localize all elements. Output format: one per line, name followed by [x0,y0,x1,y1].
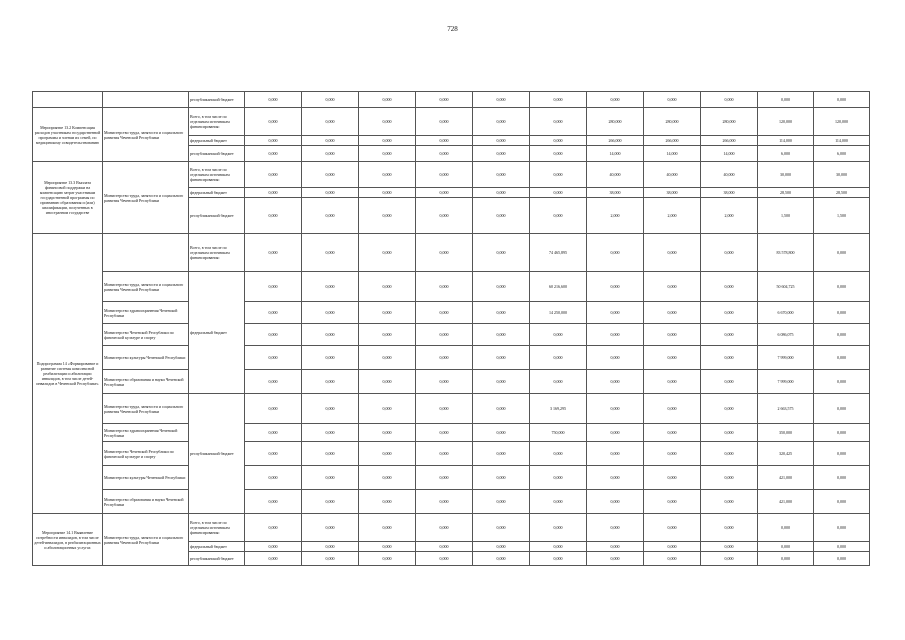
amount-cell: 0,000 [359,324,416,346]
amount-cell: 2,000 [587,198,644,234]
amount-cell: 0,000 [530,324,587,346]
table-row [33,324,870,346]
amount-cell: 0,000 [416,394,473,424]
amount-cell: 38,000 [644,188,701,198]
event-name-cell: Мероприятие 14.1 Выявление потребности инвалидов, в том числе детей-инвалидов, в реабилитационных и абилитационных услугах [33,514,103,566]
amount-cell: 421,000 [758,466,814,490]
amount-cell: 0,000 [416,346,473,370]
amount-cell: 0,000 [359,162,416,188]
amount-cell: 0,000 [302,542,359,552]
amount-cell: 0,000 [245,324,302,346]
amount-cell: 0,000 [302,92,359,108]
amount-cell: 421,000 [758,490,814,514]
amount-cell: 0,000 [359,146,416,162]
table-row [33,108,870,136]
amount-cell: 0,000 [814,542,870,552]
executor-cell: Министерство труда, занятости и социального развития Чеченской Республики [103,394,189,424]
amount-cell: 114,000 [758,136,814,146]
amount-cell: 0,000 [814,490,870,514]
amount-cell: 0,000 [245,108,302,136]
amount-cell: 0,000 [416,302,473,324]
funding-source-cell: республиканский бюджет [189,394,245,514]
amount-cell: 6 086,075 [758,324,814,346]
amount-cell: 0,000 [644,490,701,514]
amount-cell: 0,000 [587,552,644,566]
amount-cell: 0,000 [416,146,473,162]
table-row [33,424,870,442]
amount-cell: 0,000 [644,542,701,552]
table-row [33,514,870,542]
amount-cell: 266,000 [587,136,644,146]
amount-cell: 280,000 [587,108,644,136]
amount-cell: 0,000 [701,490,758,514]
executor-cell: Министерство Чеченской Республики по физической культуре и спорту [103,324,189,346]
amount-cell: 0,000 [416,542,473,552]
amount-cell: 0,000 [302,146,359,162]
amount-cell: 0,000 [701,394,758,424]
amount-cell: 14,000 [587,146,644,162]
funding-source-cell: Всего, в том числе по отдельным источникам финансирования: [189,234,245,272]
amount-cell: 83 578,800 [758,234,814,272]
table-row [33,394,870,424]
amount-cell: 0,000 [587,302,644,324]
amount-cell: 0,000 [530,146,587,162]
amount-cell: 0,000 [644,514,701,542]
amount-cell: 0,000 [644,442,701,466]
amount-cell: 0,000 [245,424,302,442]
amount-cell: 0,000 [359,466,416,490]
amount-cell: 30,000 [758,162,814,188]
table-row [33,234,870,272]
amount-cell: 0,000 [245,466,302,490]
amount-cell: 0,000 [814,272,870,302]
amount-cell: 120,000 [814,108,870,136]
amount-cell: 0,000 [302,234,359,272]
amount-cell: 0,000 [644,272,701,302]
amount-cell: 0,000 [245,514,302,542]
amount-cell: 2,000 [644,198,701,234]
amount-cell: 0,000 [587,466,644,490]
amount-cell: 0,000 [644,466,701,490]
amount-cell: 0,000 [473,490,530,514]
amount-cell: 14,000 [644,146,701,162]
amount-cell: 40,000 [644,162,701,188]
amount-cell: 0,000 [416,198,473,234]
amount-cell: 0,000 [587,370,644,394]
amount-cell: 0,000 [701,92,758,108]
amount-cell: 0,000 [245,198,302,234]
table-row [33,162,870,188]
amount-cell: 0,000 [587,442,644,466]
amount-cell: 6,000 [758,146,814,162]
amount-cell: 0,000 [473,552,530,566]
amount-cell: 0,000 [644,370,701,394]
amount-cell: 0,000 [814,424,870,442]
amount-cell: 0,000 [530,162,587,188]
amount-cell: 0,000 [701,324,758,346]
amount-cell: 0,000 [644,324,701,346]
amount-cell: 0,000 [302,272,359,302]
funding-source-cell: Всего, в том числе по отдельным источникам финансирования: [189,162,245,188]
amount-cell: 0,000 [587,234,644,272]
funding-source-cell: Всего, в том числе по отдельным источникам финансирования: [189,514,245,542]
amount-cell: 0,000 [359,272,416,302]
amount-cell: 0,000 [530,198,587,234]
amount-cell: 0,000 [587,424,644,442]
amount-cell: 0,000 [758,92,814,108]
amount-cell: 0,000 [359,394,416,424]
amount-cell: 0,000 [473,324,530,346]
amount-cell: 280,000 [644,108,701,136]
amount-cell: 0,000 [644,234,701,272]
amount-cell: 0,000 [530,188,587,198]
amount-cell: 0,000 [302,198,359,234]
amount-cell: 320,425 [758,442,814,466]
amount-cell: 0,000 [644,302,701,324]
amount-cell: 6 670,000 [758,302,814,324]
executor-cell: Министерство здравоохранения Чеченской Республики [103,302,189,324]
amount-cell: 0,000 [530,370,587,394]
amount-cell: 0,000 [416,370,473,394]
amount-cell: 0,000 [245,92,302,108]
amount-cell: 0,000 [302,442,359,466]
table-row [33,490,870,514]
amount-cell: 0,000 [416,234,473,272]
amount-cell: 0,000 [701,514,758,542]
executor-cell: Министерство Чеченской Республики по физической культуре и спорту [103,442,189,466]
amount-cell: 74 465,895 [530,234,587,272]
amount-cell: 0,000 [473,136,530,146]
amount-cell: 0,000 [701,346,758,370]
amount-cell: 0,000 [302,324,359,346]
amount-cell: 0,000 [359,514,416,542]
amount-cell: 14,000 [701,146,758,162]
amount-cell: 0,000 [302,136,359,146]
amount-cell: 6,000 [814,146,870,162]
funding-source-cell: федеральный бюджет [189,272,245,394]
amount-cell: 0,000 [814,92,870,108]
amount-cell: 0,000 [814,514,870,542]
amount-cell: 0,000 [245,162,302,188]
amount-cell: 0,000 [416,324,473,346]
amount-cell: 0,000 [530,92,587,108]
amount-cell: 0,000 [473,370,530,394]
amount-cell: 0,000 [302,162,359,188]
amount-cell: 0,000 [245,272,302,302]
amount-cell: 0,000 [302,552,359,566]
amount-cell: 0,000 [245,542,302,552]
amount-cell: 0,000 [245,370,302,394]
amount-cell: 1,500 [814,198,870,234]
amount-cell: 0,000 [473,272,530,302]
table-row [33,272,870,302]
amount-cell: 0,000 [530,136,587,146]
amount-cell: 750,000 [530,424,587,442]
amount-cell: 0,000 [473,92,530,108]
amount-cell: 0,000 [473,108,530,136]
budget-table-body [33,92,870,566]
amount-cell: 0,000 [359,370,416,394]
amount-cell: 0,000 [416,188,473,198]
amount-cell: 0,000 [359,108,416,136]
amount-cell: 38,000 [587,188,644,198]
amount-cell: 0,000 [587,514,644,542]
amount-cell: 0,000 [701,234,758,272]
executor-cell: Министерство культуры Чеченской Республики [103,346,189,370]
executor-cell [103,92,189,108]
amount-cell: 0,000 [814,370,870,394]
amount-cell: 0,000 [416,136,473,146]
amount-cell: 40,000 [587,162,644,188]
amount-cell: 0,000 [473,234,530,272]
amount-cell: 28,500 [758,188,814,198]
amount-cell: 0,000 [359,346,416,370]
executor-cell [103,234,189,272]
amount-cell: 0,000 [359,424,416,442]
amount-cell: 0,000 [530,552,587,566]
amount-cell: 0,000 [473,188,530,198]
executor-cell: Министерство культуры Чеченской Республики [103,466,189,490]
table-row [33,346,870,370]
amount-cell: 0,000 [587,92,644,108]
amount-cell: 0,000 [701,424,758,442]
amount-cell: 0,000 [302,188,359,198]
amount-cell: 0,000 [473,542,530,552]
amount-cell: 0,000 [245,146,302,162]
amount-cell: 7 999,000 [758,370,814,394]
table-row [33,302,870,324]
amount-cell: 0,000 [473,198,530,234]
event-name-cell [33,92,103,108]
amount-cell: 0,000 [302,424,359,442]
amount-cell: 0,000 [302,302,359,324]
amount-cell: 0,000 [814,394,870,424]
amount-cell: 0,000 [473,514,530,542]
amount-cell: 60 216,600 [530,272,587,302]
amount-cell: 0,000 [701,466,758,490]
amount-cell: 0,000 [416,108,473,136]
amount-cell: 0,000 [587,542,644,552]
amount-cell: 0,000 [644,346,701,370]
amount-cell: 0,000 [416,466,473,490]
amount-cell: 0,000 [814,346,870,370]
funding-source-cell: республиканский бюджет [189,552,245,566]
funding-source-cell: Всего, в том числе по отдельным источникам финансирования: [189,108,245,136]
amount-cell: 114,000 [814,136,870,146]
amount-cell: 0,000 [644,92,701,108]
amount-cell: 0,000 [587,490,644,514]
amount-cell: 0,000 [530,346,587,370]
amount-cell: 2 663,575 [758,394,814,424]
amount-cell: 0,000 [416,552,473,566]
table-row [33,370,870,394]
funding-source-cell: федеральный бюджет [189,188,245,198]
amount-cell: 0,000 [245,136,302,146]
amount-cell: 266,000 [644,136,701,146]
amount-cell: 2,000 [701,198,758,234]
amount-cell: 0,000 [245,302,302,324]
amount-cell: 0,000 [245,490,302,514]
amount-cell: 50 604,725 [758,272,814,302]
amount-cell: 0,000 [359,234,416,272]
amount-cell: 30,000 [814,162,870,188]
amount-cell: 0,000 [473,302,530,324]
amount-cell: 0,000 [473,394,530,424]
amount-cell: 0,000 [814,442,870,466]
amount-cell: 14 250,000 [530,302,587,324]
amount-cell: 0,000 [758,542,814,552]
table-row [33,92,870,108]
amount-cell: 0,000 [302,370,359,394]
event-name-cell: Мероприятие 13.2 Компенсация расходов участникам государственной программы и членам их семей, по медицинскому освидетельствованию [33,108,103,162]
amount-cell: 0,000 [302,108,359,136]
amount-cell: 0,000 [359,136,416,146]
amount-cell: 0,000 [701,272,758,302]
executor-cell: Министерство образования и науки Чеченской Республики [103,370,189,394]
amount-cell: 0,000 [814,324,870,346]
amount-cell: 0,000 [473,442,530,466]
amount-cell: 0,000 [359,188,416,198]
event-name-cell: Мероприятие 13.3 Выплата финансовой поддержки на компенсацию затрат участникам государственной программы по признанию образования и (или) квалификации, полученных в иностранном государстве [33,162,103,234]
budget-table [32,91,870,566]
amount-cell: 0,000 [587,272,644,302]
funding-source-cell: республиканский бюджет [189,146,245,162]
amount-cell: 1,500 [758,198,814,234]
amount-cell: 0,000 [701,542,758,552]
executor-cell: Министерство труда, занятости и социального развития Чеченской Республики [103,514,189,566]
amount-cell: 266,000 [701,136,758,146]
amount-cell: 0,000 [701,442,758,466]
amount-cell: 0,000 [245,552,302,566]
funding-source-cell: республиканский бюджет [189,92,245,108]
funding-source-cell: республиканский бюджет [189,198,245,234]
amount-cell: 0,000 [530,514,587,542]
amount-cell: 120,000 [758,108,814,136]
amount-cell: 0,000 [416,92,473,108]
amount-cell: 0,000 [473,424,530,442]
amount-cell: 0,000 [416,490,473,514]
amount-cell: 0,000 [530,466,587,490]
amount-cell: 0,000 [644,394,701,424]
amount-cell: 0,000 [814,302,870,324]
executor-cell: Министерство труда, занятости и социального развития Чеченской Республики [103,162,189,234]
amount-cell: 0,000 [302,394,359,424]
event-name-cell: Подпрограмма 14 «Формирование и развитие системы комплексной реабилитации и абилитации инвалидов, в том числе детей-инвалидов в Чеченской Республике» [33,234,103,514]
amount-cell: 3 169,295 [530,394,587,424]
executor-cell: Министерство здравоохранения Чеченской Республики [103,424,189,442]
amount-cell: 0,000 [644,552,701,566]
table-row [33,442,870,466]
amount-cell: 0,000 [302,346,359,370]
amount-cell: 28,500 [814,188,870,198]
amount-cell: 0,000 [416,514,473,542]
amount-cell: 280,000 [701,108,758,136]
amount-cell: 0,000 [245,394,302,424]
amount-cell: 0,000 [530,542,587,552]
funding-source-cell: федеральный бюджет [189,542,245,552]
amount-cell: 38,000 [701,188,758,198]
amount-cell: 7 999,000 [758,346,814,370]
amount-cell: 0,000 [530,442,587,466]
amount-cell: 0,000 [302,514,359,542]
amount-cell: 0,000 [644,424,701,442]
amount-cell: 0,000 [758,514,814,542]
amount-cell: 0,000 [302,490,359,514]
amount-cell: 0,000 [587,346,644,370]
amount-cell: 0,000 [416,162,473,188]
amount-cell: 0,000 [473,346,530,370]
amount-cell: 0,000 [245,188,302,198]
amount-cell: 0,000 [814,552,870,566]
amount-cell: 0,000 [530,490,587,514]
amount-cell: 0,000 [359,552,416,566]
page-number: 728 [447,25,458,33]
executor-cell: Министерство труда, занятости и социального развития Чеченской Республики [103,108,189,162]
amount-cell: 0,000 [701,370,758,394]
amount-cell: 40,000 [701,162,758,188]
amount-cell: 0,000 [416,442,473,466]
amount-cell: 350,000 [758,424,814,442]
amount-cell: 0,000 [701,552,758,566]
executor-cell: Министерство образования и науки Чеченской Республики [103,490,189,514]
amount-cell: 0,000 [587,394,644,424]
amount-cell: 0,000 [359,92,416,108]
amount-cell: 0,000 [814,234,870,272]
amount-cell: 0,000 [701,302,758,324]
executor-cell: Министерство труда, занятости и социального развития Чеченской Республики [103,272,189,302]
amount-cell: 0,000 [758,552,814,566]
amount-cell: 0,000 [530,108,587,136]
amount-cell: 0,000 [814,466,870,490]
amount-cell: 0,000 [473,162,530,188]
amount-cell: 0,000 [245,442,302,466]
amount-cell: 0,000 [473,466,530,490]
table-row [33,466,870,490]
amount-cell: 0,000 [473,146,530,162]
amount-cell: 0,000 [359,542,416,552]
amount-cell: 0,000 [359,198,416,234]
amount-cell: 0,000 [245,234,302,272]
amount-cell: 0,000 [359,442,416,466]
amount-cell: 0,000 [416,272,473,302]
amount-cell: 0,000 [416,424,473,442]
amount-cell: 0,000 [302,466,359,490]
amount-cell: 0,000 [359,302,416,324]
amount-cell: 0,000 [587,324,644,346]
amount-cell: 0,000 [245,346,302,370]
amount-cell: 0,000 [359,490,416,514]
funding-source-cell: федеральный бюджет [189,136,245,146]
